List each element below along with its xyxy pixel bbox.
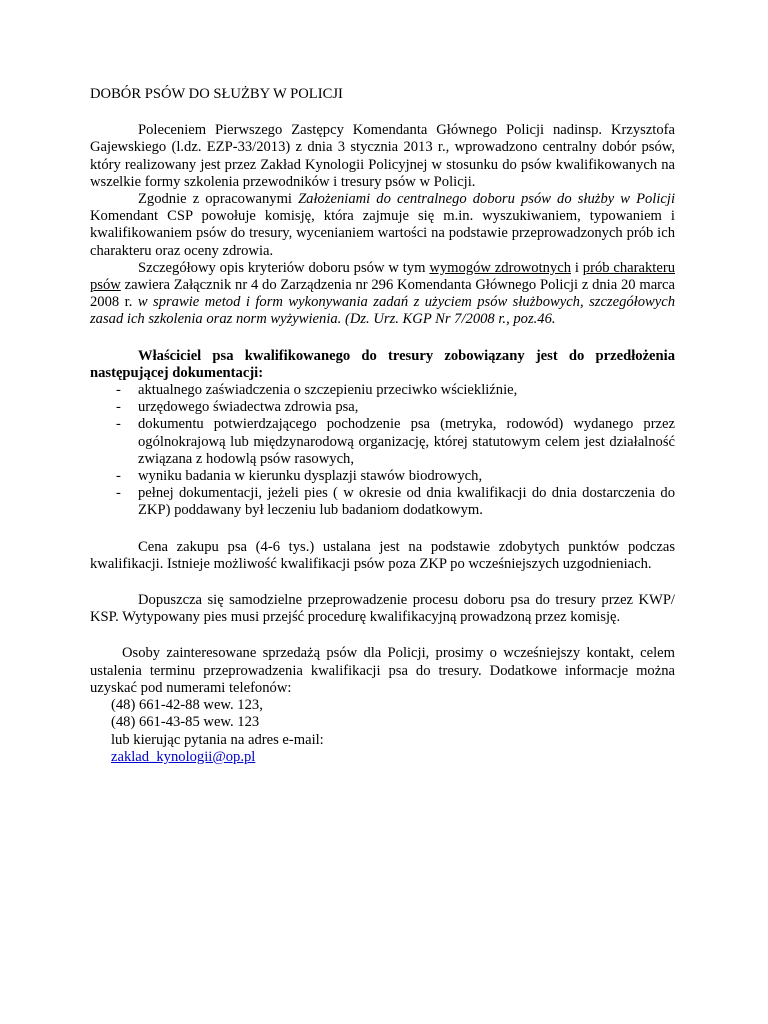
contact-paragraph: Osoby zainteresowane sprzedażą psów dla Policji, prosimy o wcześniejszy kontakt, celem ustalenia terminu przeprowadzenia kwalifikacji psa do tresury. Dodatkowe informacje można uzyskać pod numerami telefonów: xyxy=(90,645,675,696)
guidelines-title: Założeniami do centralnego doboru psów do służby w Policji xyxy=(298,191,675,208)
documents-heading: Właściciel psa kwalifikowanego do tresury zobowiązany jest do przedłożenia następującej dokumentacji: xyxy=(90,347,675,381)
phone-number: (48) 661-43-85 wew. 123 xyxy=(111,714,260,731)
price-paragraph: Cena zakupu psa (4-6 tys.) ustalana jest na podstawie zdobytych punktów podczas kwalifikacji. Istnieje możliwość kwalifikacji psów poza ZKP po wcześniejszych uzgodnieniach. xyxy=(90,538,675,572)
regulation-text-1: Szczegółowy opis kryteriów doboru psów w tym xyxy=(138,259,430,276)
list-item: - urzędowego świadectwa zdrowia psa, xyxy=(90,399,675,416)
email-intro: lub kierując pytania na adres e-mail: xyxy=(111,731,324,748)
email-link[interactable]: zaklad_kynologii@op.pl xyxy=(111,748,256,765)
intro-paragraph: Poleceniem Pierwszego Zastępcy Komendanta Głównego Policji nadinsp. Krzysztofa Gajewskiego (l.dz. EZP-33/2013) z dnia 3 stycznia 2013 r., wprowadzono centralny dobór psów, który realizowany jest przez Zakład Kynologii Policyjnej w stosunku do psów kwalifikowanych na wszelkie formy szkolenia przewodników i tresury psów w Policji. xyxy=(90,122,675,190)
list-item: - wyniku badania w kierunku dysplazji stawów biodrowych, xyxy=(90,468,675,485)
regulation-paragraph xyxy=(90,260,675,329)
document-title: DOBÓR PSÓW DO SŁUŻBY W POLICJI xyxy=(90,86,343,102)
criteria-text-before: Zgodnie z opracowanymi xyxy=(138,191,299,208)
phone-number: (48) 661-42-88 wew. 123, xyxy=(111,697,263,714)
document-page xyxy=(90,86,675,766)
criteria-paragraph xyxy=(90,191,675,260)
character-tests-link[interactable]: prób charakteru psów xyxy=(90,259,675,294)
criteria-text-after: Komendant CSP powołuje komisję, która zajmuje się m.in. wyszukiwaniem, typowaniem i kwalifikowaniem psów do tresury, wycenianiem wartości na podstawie przeprowadzonych prób ich charakteru oraz oceny zdrowia. xyxy=(90,208,675,259)
health-requirements-link[interactable]: wymogów zdrowotnych xyxy=(429,259,571,276)
list-item: - aktualnego zaświadczenia o szczepieniu przeciwko wściekliźnie, xyxy=(90,382,675,399)
contact-details xyxy=(90,697,675,766)
list-item: - dokumentu potwierdzającego pochodzenie psa (metryka, rodowód) wydanego przez ogólnokrajową lub międzynarodową organizację, której statutowym celem jest działalność związana z hodowlą psów rasowych, xyxy=(90,416,675,468)
list-item: - pełnej dokumentacji, jeżeli pies ( w okresie od dnia kwalifikacji do dnia dostarczenia do ZKP) poddawany był leczeniu lub badaniom dodatkowym. xyxy=(90,485,675,519)
documents-list xyxy=(90,382,675,520)
regulation-text-3: zawiera Załącznik nr 4 do Zarządzenia nr 296 Komendanta Głównego Policji z dnia 20 marca 2008 r. xyxy=(90,277,675,311)
kwp-paragraph: Dopuszcza się samodzielne przeprowadzenie procesu doboru psa do tresury przez KWP/ KSP. Wytypowany pies musi przejść procedurę kwalifikacyjną prowadzoną przez komisję. xyxy=(90,592,675,626)
regulation-text-2: i xyxy=(571,259,583,276)
regulation-title: w sprawie metod i form wykonywania zadań z użyciem psów służbowych, szczegółowych zasad ich szkolenia oraz norm wyżywienia. (Dz. Urz. KGP Nr 7/2008 r., poz.46. xyxy=(90,294,676,328)
